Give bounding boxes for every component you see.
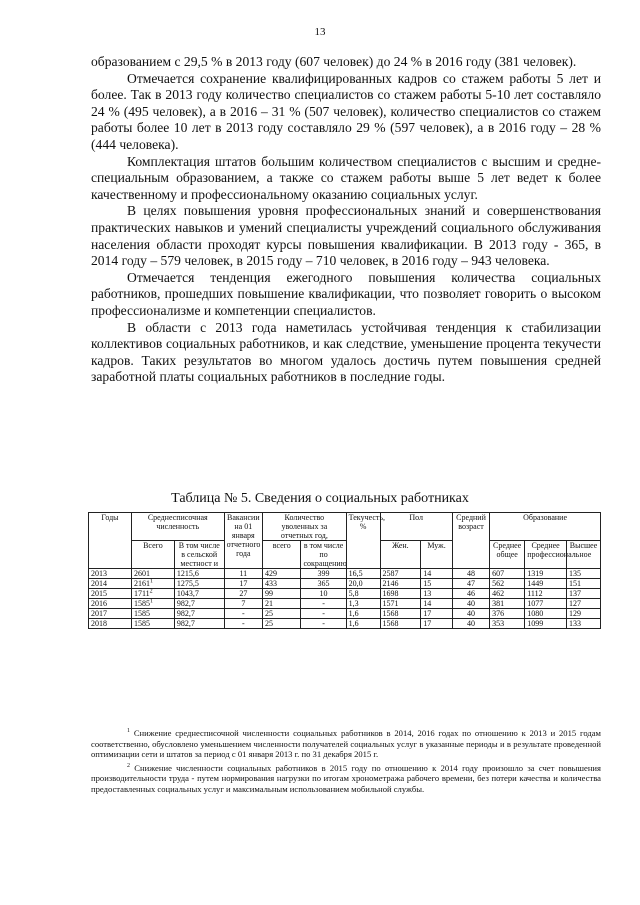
cell-value: 48	[467, 569, 476, 578]
cell-value: 2015	[91, 589, 107, 598]
cell-vocational	[525, 619, 567, 629]
cell-value: 127	[569, 599, 581, 608]
footnotes	[91, 728, 601, 798]
cell-value: 2601	[133, 569, 150, 578]
cell-value: -	[241, 619, 245, 628]
cell-total	[131, 569, 174, 579]
body-text	[91, 54, 601, 386]
cell-value: -	[322, 599, 325, 608]
cell-total	[131, 609, 174, 619]
cell-value: 1698	[382, 589, 399, 598]
cell-value: 17	[239, 579, 248, 588]
cell-general	[490, 599, 525, 609]
cell-year	[89, 599, 132, 609]
cell-value: 353	[492, 619, 505, 628]
cell-vacancies	[224, 579, 262, 589]
footnote-ref: 1	[149, 578, 153, 585]
footnote-text: Снижение среднесписочной численности социальных работников в 2014, 2016 годах по отношению к 2013 и 2015 годам соответственно, обусловлено уменьшением численности получателей социальных услуг в указанные периоды и в результате проведенной оптимизации сети и штатов за период с 01 января 2013 г. по 31 декабря 2015 г.	[91, 728, 601, 760]
cell-cut	[301, 609, 346, 619]
cell-value: 137	[569, 589, 581, 598]
cell-rural	[174, 619, 224, 629]
cell-value: 17	[423, 609, 432, 618]
cell-value: 17	[423, 619, 432, 628]
cell-rural	[174, 599, 224, 609]
cell-vocational	[525, 579, 567, 589]
cell-age	[452, 569, 489, 579]
cell-value: 1571	[382, 599, 399, 608]
cell-general	[490, 569, 525, 579]
cell-turnover	[346, 569, 380, 579]
cell-value: 10	[319, 589, 328, 598]
cell-vocational	[525, 589, 567, 599]
cell-value: 25	[265, 609, 274, 618]
cell-vacancies	[224, 569, 262, 579]
cell-vacancies	[224, 609, 262, 619]
cell-value: 365	[317, 579, 330, 588]
cell-vacancies	[224, 599, 262, 609]
cell-value: 2017	[91, 609, 107, 618]
table-title: Таблица № 5. Сведения о социальных работниках	[171, 491, 469, 506]
footnote-mark: 1	[127, 728, 130, 735]
cell-rural	[174, 589, 224, 599]
paragraph-6: В области с 2013 года наметилась устойчивая тенденция к стабилизации коллективов социальных работников, и как следствие, уменьшение процента текучести кадров. Таких результатов во многом удалось достичь путем повышения средней заработной платы социальных работников в последние годы.	[91, 319, 601, 385]
cell-value: -	[322, 619, 325, 628]
cell-rural	[174, 569, 224, 579]
cell-value: 1585	[133, 609, 150, 618]
cell-turnover	[346, 599, 380, 609]
cell-general	[490, 589, 525, 599]
cell-value: 1585	[133, 619, 150, 628]
cell-cut	[301, 599, 346, 609]
cell-value: -	[322, 609, 325, 618]
cell-turnover	[346, 579, 380, 589]
cell-general	[490, 609, 525, 619]
cell-value: 16,5	[348, 569, 363, 578]
cell-value: 135	[569, 569, 581, 578]
cell-total	[131, 589, 174, 599]
cell-value: 27	[239, 589, 248, 598]
header-vacancies: Вакансии на 01 января отчетного года	[224, 513, 262, 569]
footnote-ref: 1	[149, 598, 153, 605]
page-number: 13	[314, 26, 326, 38]
table-row	[89, 609, 601, 619]
cell-vocational	[525, 569, 567, 579]
table-header-row-2	[89, 541, 601, 569]
cell-value: 151	[569, 579, 581, 588]
footnote-mark: 2	[127, 762, 130, 769]
cell-value: 607	[492, 569, 505, 578]
cell-turnover	[346, 589, 380, 599]
paragraph-1: образованием с 29,5 % в 2013 году (607 человек) до 24 % в 2016 году (381 человек).	[91, 54, 577, 69]
cell-female	[380, 579, 421, 589]
cell-value: 433	[265, 579, 278, 588]
cell-higher	[567, 569, 601, 579]
header-male: Муж.	[421, 541, 453, 569]
cell-male	[421, 569, 453, 579]
cell-dismissed	[263, 589, 301, 599]
table-header-row-1	[89, 513, 601, 541]
cell-value: 46	[467, 589, 476, 598]
footnote-text: Снижение численности социальных работников в 2015 году по отношению к 2014 году произошло за счет повышения производительности труда - путем нормирования нагрузки по итогам хронометража рабочего времени, без потери качества и количества предоставленных социальных услуг и максимальным использованием мобильной службы.	[91, 762, 601, 794]
cell-total	[131, 579, 174, 589]
cell-value: 2146	[382, 579, 399, 588]
cell-value: 1585	[133, 599, 150, 608]
cell-age	[452, 589, 489, 599]
cell-dismissed	[263, 619, 301, 629]
cell-year	[89, 619, 132, 629]
cell-female	[380, 619, 421, 629]
cell-value: 40	[467, 599, 476, 608]
cell-value: 2013	[91, 569, 107, 578]
cell-year	[89, 569, 132, 579]
cell-value: 1,3	[348, 599, 359, 608]
cell-value: 1711	[133, 589, 150, 598]
cell-age	[452, 599, 489, 609]
cell-vacancies	[224, 589, 262, 599]
cell-male	[421, 599, 453, 609]
social-workers-table	[88, 512, 601, 629]
table-row	[89, 579, 601, 589]
footnote-1	[91, 728, 601, 760]
cell-rural	[174, 579, 224, 589]
header-dismissed-cut: в том числе по сокращению	[301, 541, 346, 569]
cell-cut	[301, 589, 346, 599]
cell-value: 1043,7	[176, 589, 199, 598]
header-edu-vocational: Среднее профессиональное	[525, 541, 567, 569]
cell-rural	[174, 609, 224, 619]
cell-age	[452, 579, 489, 589]
cell-value: 982,7	[176, 609, 195, 618]
header-gender: Пол	[380, 513, 452, 541]
cell-value: 1449	[527, 579, 544, 588]
table-row	[89, 619, 601, 629]
paragraph-2: Отмечается сохранение квалифицированных кадров со стажем работы 5 лет и более. Так в 2013 году количество специалистов со стажем работы 5-10 лет составляло 24 % (495 человек), а в 2016 – 31 % (507 человек), количество специалистов со стажем работы более 10 лет в 2013 году составляло 29 % (597 человек), а в 2016 году – 28 % (444 человека).	[91, 70, 601, 152]
header-education: Образование	[490, 513, 601, 541]
header-years: Годы	[89, 513, 132, 569]
table-row	[89, 589, 601, 599]
cell-general	[490, 619, 525, 629]
cell-higher	[567, 609, 601, 619]
footnote-ref: 2	[149, 588, 153, 595]
cell-value: 1275,5	[176, 579, 199, 588]
cell-female	[380, 569, 421, 579]
cell-value: 40	[467, 619, 476, 628]
cell-dismissed	[263, 569, 301, 579]
cell-vacancies	[224, 619, 262, 629]
cell-value: 5,8	[348, 589, 359, 598]
cell-value: 7	[241, 599, 246, 608]
cell-value: 982,7	[176, 619, 195, 628]
cell-dismissed	[263, 609, 301, 619]
cell-female	[380, 609, 421, 619]
header-dismissed: Количество уволенных за отчетных год,	[263, 513, 347, 541]
table-row	[89, 599, 601, 609]
cell-value: 2014	[91, 579, 107, 588]
cell-value: 14	[423, 569, 432, 578]
cell-year	[89, 589, 132, 599]
cell-value: 14	[423, 599, 432, 608]
cell-value: 1568	[382, 619, 399, 628]
cell-value: 47	[467, 579, 476, 588]
cell-female	[380, 589, 421, 599]
cell-higher	[567, 589, 601, 599]
cell-dismissed	[263, 599, 301, 609]
cell-value: 1080	[527, 609, 544, 618]
cell-male	[421, 619, 453, 629]
cell-value: 1099	[527, 619, 544, 628]
cell-turnover	[346, 619, 380, 629]
header-female: Жен.	[380, 541, 421, 569]
cell-cut	[301, 579, 346, 589]
cell-total	[131, 619, 174, 629]
header-turnover: Текучесть, %	[346, 513, 380, 569]
cell-value: 429	[265, 569, 278, 578]
cell-total	[131, 599, 174, 609]
header-dismissed-total: всего	[263, 541, 301, 569]
cell-value: 25	[265, 619, 274, 628]
cell-value: 381	[492, 599, 505, 608]
cell-value: 1,6	[348, 609, 359, 618]
cell-value: 40	[467, 609, 476, 618]
cell-female	[380, 599, 421, 609]
header-headcount-total: Всего	[131, 541, 174, 569]
cell-cut	[301, 619, 346, 629]
cell-value: 1319	[527, 569, 544, 578]
cell-age	[452, 609, 489, 619]
paragraph-4: В целях повышения уровня профессиональных знаний и совершенствования практических навыков и умений специалисты учреждений социального обслуживания населения области проходят курсы повышения квалификации. В 2013 году - 365, в 2014 году – 579 человек, в 2015 году – 710 человек, в 2016 году – 943 человека.	[91, 203, 601, 269]
cell-value: 13	[423, 589, 432, 598]
cell-vocational	[525, 599, 567, 609]
cell-higher	[567, 579, 601, 589]
cell-value: 1077	[527, 599, 544, 608]
cell-value: 399	[317, 569, 330, 578]
paragraph-3: Комплектация штатов большим количеством специалистов с высшим и средне-специальным образованием, а также со стажем работы выше 5 лет ведет к более качественному и профессиональному оказанию социальных услуг.	[91, 153, 601, 202]
paragraph-5: Отмечается тенденция ежегодного повышения количества социальных работников, прошедших повышение квалификации, что позволяет говорить о высоком профессионализме и компетенции специалистов.	[91, 269, 601, 318]
cell-value: 2016	[91, 599, 107, 608]
cell-higher	[567, 599, 601, 609]
cell-value: 20,0	[348, 579, 363, 588]
cell-value: 376	[492, 609, 505, 618]
cell-value: 15	[423, 579, 432, 588]
header-headcount: Среднесписочная численность	[131, 513, 224, 541]
cell-higher	[567, 619, 601, 629]
cell-year	[89, 609, 132, 619]
header-headcount-rural: В том числе в сельской местност и	[174, 541, 224, 569]
table-row	[89, 569, 601, 579]
header-avg-age: Средний возраст	[452, 513, 489, 569]
cell-year	[89, 579, 132, 589]
cell-value: 99	[265, 589, 274, 598]
cell-value: 982,7	[176, 599, 195, 608]
cell-value: 2587	[382, 569, 399, 578]
cell-general	[490, 579, 525, 589]
cell-value: 1215,6	[176, 569, 199, 578]
cell-value: 129	[569, 609, 581, 618]
cell-turnover	[346, 609, 380, 619]
cell-age	[452, 619, 489, 629]
cell-value: 2161	[133, 579, 150, 588]
cell-value: 562	[492, 579, 505, 588]
cell-value: 1568	[382, 609, 399, 618]
cell-value: 21	[265, 599, 274, 608]
cell-vocational	[525, 609, 567, 619]
header-edu-general: Среднее общее	[490, 541, 525, 569]
cell-value: 133	[569, 619, 581, 628]
cell-male	[421, 609, 453, 619]
cell-value: 11	[239, 569, 248, 578]
header-edu-higher: Высшее	[567, 541, 601, 569]
footnote-2	[91, 763, 601, 795]
cell-value: 2018	[91, 619, 107, 628]
cell-value: 1,6	[348, 619, 359, 628]
cell-male	[421, 589, 453, 599]
cell-value: -	[241, 609, 245, 618]
cell-value: 462	[492, 589, 505, 598]
cell-cut	[301, 569, 346, 579]
cell-dismissed	[263, 579, 301, 589]
cell-male	[421, 579, 453, 589]
table-body	[89, 569, 601, 629]
cell-value: 1112	[527, 589, 543, 598]
